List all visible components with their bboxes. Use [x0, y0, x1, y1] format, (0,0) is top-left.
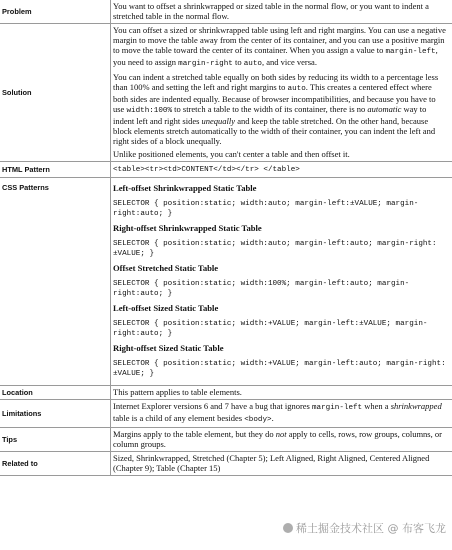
solution-content — [111, 24, 452, 162]
css-pattern-code-2: SELECTOR { position:static; width:auto; margin-left:auto; margin-right:±VALUE; } — [113, 240, 437, 258]
row-location — [0, 386, 452, 400]
solution-paragraph-3: Unlike positioned elements, you can't center a table and then offset it. — [113, 149, 350, 159]
row-solution — [0, 24, 452, 162]
row-problem — [0, 0, 452, 24]
css-pattern-title-4: Left-offset Sized Static Table — [113, 303, 219, 313]
css-pattern-code-1: SELECTOR { position:static; width:auto; margin-left:±VALUE; margin-right:auto; } — [113, 200, 419, 218]
css-pattern-code-3: SELECTOR { position:static; width:100%; margin-left:auto; margin-right:auto; } — [113, 280, 410, 298]
tips-text: Margins apply to the table element, but they do not apply to cells, rows, row groups, columns, or column groups. — [111, 428, 452, 452]
row-html-pattern — [0, 162, 452, 178]
solution-paragraph-1: You can offset a sized or shrinkwrapped table using left and right margins. You can use a negative margin to move the table away from the center of its container, and you can use a positive margin to move the table toward the center of its container. When you assign a value to margin-left, you need to assign margin-right to auto, and vice versa. — [113, 25, 446, 68]
html-pattern-code: <table><tr><td>CONTENT</td></tr> </table> — [113, 166, 300, 174]
watermark — [283, 520, 446, 536]
css-pattern-title-3: Offset Stretched Static Table — [113, 263, 219, 273]
row-css-patterns — [0, 178, 452, 386]
label-location: Location — [0, 386, 111, 400]
css-pattern-code-4: SELECTOR { position:static; width:+VALUE; margin-left:±VALUE; margin-right:auto; } — [113, 320, 428, 338]
css-patterns-content — [111, 178, 452, 386]
css-pattern-title-2: Right-offset Shrinkwrapped Static Table — [113, 223, 262, 233]
label-related: Related to — [0, 452, 111, 476]
solution-paragraph-2: You can indent a stretched table equally on both sides by reducing its width to a percentage less than 100% and setting the left and right margins to auto. This creates a centered effect where both sides are indented equally. Because of browser incompatibilities, and because you have to use width:100% to stretch a table to the width of its container, there is no automatic way to indent left and right sides unequally and keep the table stretched. On the other hand, because block elements stretch automatically to the width of their container, you can indent the left and right sides of a block unequally. — [113, 72, 439, 146]
juejin-logo-icon — [283, 523, 293, 533]
row-related — [0, 452, 452, 476]
related-text: Sized, Shrinkwrapped, Stretched (Chapter 5); Left Aligned, Right Aligned, Centered Aligned (Chapter 9); Table (Chapter 15) — [111, 452, 452, 476]
css-pattern-title-1: Left-offset Shrinkwrapped Static Table — [113, 183, 257, 193]
row-limitations — [0, 400, 452, 428]
label-css-patterns: CSS Patterns — [0, 178, 111, 386]
row-tips — [0, 428, 452, 452]
label-problem: Problem — [0, 0, 111, 24]
problem-text: You want to offset a shrinkwrapped or sized table in the normal flow, or you want to indent a stretched table in the normal flow. — [111, 0, 452, 24]
limitations-text: Internet Explorer versions 6 and 7 have a bug that ignores margin-left when a shrinkwrapped table is a child of any element besides <body>. — [111, 400, 452, 428]
watermark-text: 稀土掘金技术社区 @ 布客飞龙 — [296, 522, 446, 535]
html-pattern-content — [111, 162, 452, 178]
css-pattern-code-5: SELECTOR { position:static; width:+VALUE; margin-left:auto; margin-right:±VALUE; } — [113, 360, 446, 378]
label-tips: Tips — [0, 428, 111, 452]
label-solution: Solution — [0, 24, 111, 162]
location-text: This pattern applies to table elements. — [111, 386, 452, 400]
css-pattern-title-5: Right-offset Sized Static Table — [113, 343, 224, 353]
label-html-pattern: HTML Pattern — [0, 162, 111, 178]
label-limitations: Limitations — [0, 400, 111, 428]
